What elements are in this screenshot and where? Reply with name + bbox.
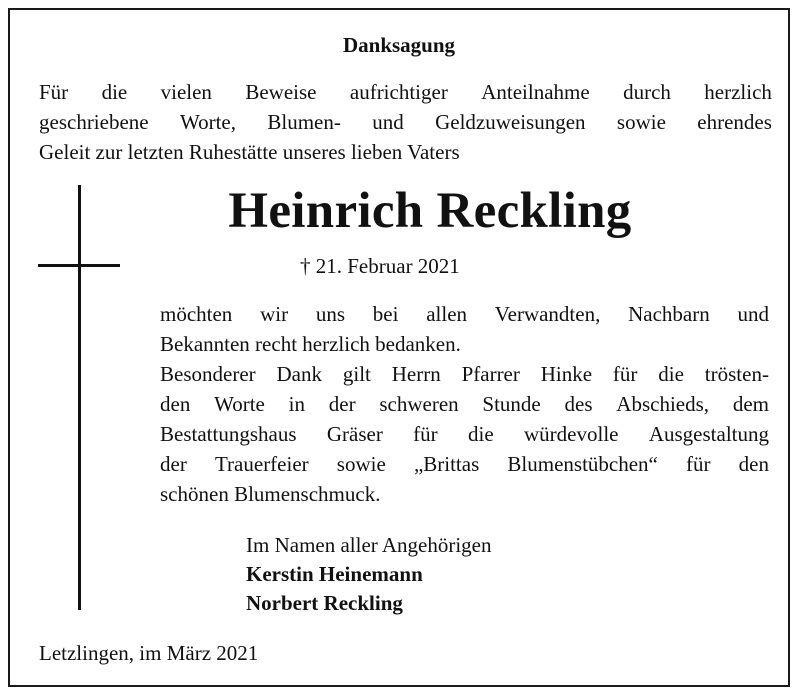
thanks-paragraph [160,299,769,509]
place-and-date: Letzlingen, im März 2021 [39,641,259,665]
body-line: schönen Blumenschmuck. [160,482,381,506]
body-line: Bekannten recht herzlich bedanken. [160,332,461,356]
body-line [160,449,769,479]
word: den [160,392,191,416]
word: bei [372,302,399,326]
word: Pfarrer [461,362,520,386]
signatory-name: Norbert Reckling [246,591,403,615]
word: Abschieds, [616,392,710,416]
word: Blumen- [267,110,341,134]
word: der [160,452,187,476]
word: Blumenstübchen“ [507,452,658,476]
word: „Brittas [413,452,480,476]
signatory-name: Kerstin Heinemann [246,562,423,586]
signature-block [246,531,492,618]
word: Besonderer [160,362,256,386]
word: Verwandten, [494,302,601,326]
word: würdevolle [524,422,619,446]
word: ehrendes [697,110,772,134]
word: schweren [379,392,459,416]
word: die [658,362,684,386]
cross-icon-vertical [78,185,81,610]
word: die [101,80,128,104]
word: herzlich [704,80,772,104]
word: möchten [160,302,233,326]
body-line [160,359,769,389]
word: Anteilnahme [481,80,590,104]
obituary-notice [8,8,790,687]
word: Geldzuweisungen [435,110,586,134]
word: sowie [616,110,666,134]
word: gilt [342,362,371,386]
word: in [288,392,305,416]
word: Gräser [326,422,383,446]
word: geschriebene [39,110,149,134]
body-line [160,299,769,329]
word: Nachbarn [628,302,710,326]
word: Trauerfeier [214,452,309,476]
word: und [737,302,769,326]
notice-title: Danksagung [342,33,456,57]
intro-line [39,77,772,107]
word: uns [315,302,346,326]
word: Worte [214,392,265,416]
word: sowie [336,452,386,476]
word: durch [623,80,671,104]
death-date: † 21. Februar 2021 [300,254,460,278]
word: für [612,362,638,386]
word: für [686,452,711,476]
cross-icon-horizontal [38,264,120,267]
deceased-name: Heinrich Reckling [228,183,632,239]
word: Für [39,80,69,104]
word: Hinke [540,362,593,386]
word: Stunde [482,392,541,416]
signature-intro: Im Namen aller Angehörigen [246,533,492,557]
word: Dank [276,362,322,386]
word: aufrichtiger [349,80,448,104]
intro-line: Geleit zur letzten Ruhestätte unseres lieben Vaters [39,140,460,164]
word: Ausgestaltung [648,422,769,446]
word: des [564,392,593,416]
intro-line [39,107,772,137]
word: Herrn [391,362,441,386]
word: und [372,110,404,134]
body-line [160,389,769,419]
word: Bestattungshaus [160,422,297,446]
word: allen [426,302,468,326]
word: die [468,422,494,446]
body-line [160,419,769,449]
word: Beweise [245,80,317,104]
word: den [738,452,769,476]
word: dem [732,392,769,416]
word: wir [260,302,289,326]
word: der [328,392,356,416]
word: vielen [160,80,212,104]
intro-paragraph [39,77,772,167]
word: für [413,422,438,446]
word: Worte, [179,110,237,134]
word: trösten- [704,362,769,386]
